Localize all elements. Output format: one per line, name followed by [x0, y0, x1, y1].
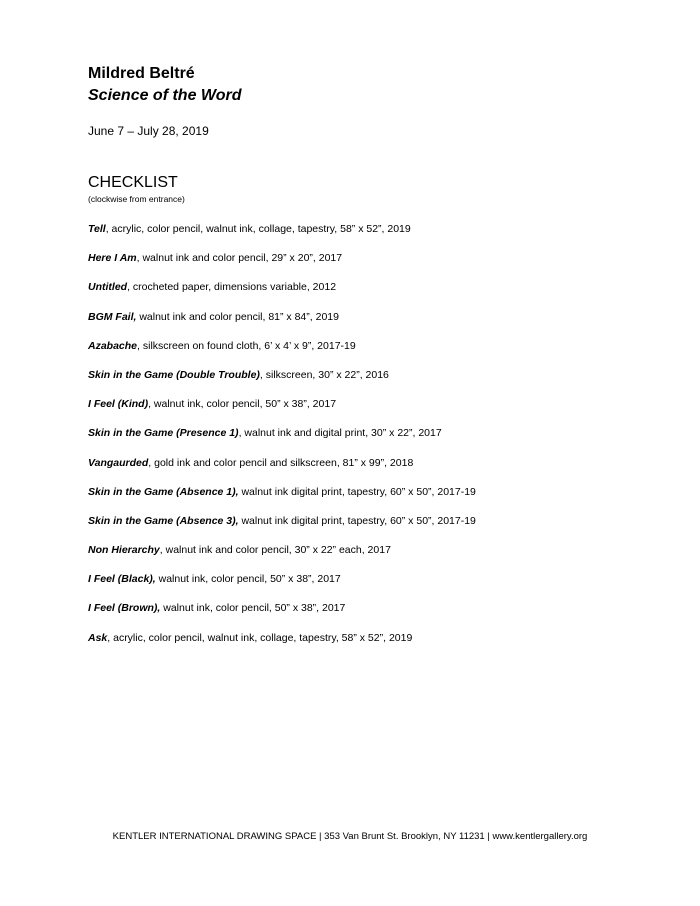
work-details: walnut ink digital print, tapestry, 60” x 50”, 2017-19: [238, 485, 476, 498]
work-details: walnut ink, color pencil, 50” x 38”, 2017: [155, 573, 341, 586]
work-details: walnut ink and color pencil, 81” x 84”, 2019: [136, 310, 339, 323]
work-title: Skin in the Game (Double Trouble): [88, 368, 260, 381]
work-details: , walnut ink, color pencil, 50” x 38”, 2017: [148, 398, 337, 411]
work-item: [88, 250, 476, 279]
work-item: [88, 279, 476, 308]
work-details: , acrylic, color pencil, walnut ink, collage, tapestry, 58” x 52”, 2019: [105, 223, 411, 235]
work-title: Non Hierarchy: [88, 544, 160, 557]
work-details: , walnut ink and color pencil, 29” x 20”, 2017: [136, 252, 343, 265]
work-title: Tell: [88, 223, 106, 235]
work-details: , crocheted paper, dimensions variable, 2012: [127, 281, 337, 294]
exhibition-title: Science of the Word: [88, 87, 242, 104]
work-title: I Feel (Kind): [88, 398, 149, 411]
work-details: walnut ink digital print, tapestry, 60” x 50”, 2017-19: [238, 514, 476, 527]
work-item: [88, 571, 476, 600]
work-title: Skin in the Game (Absence 1),: [88, 485, 239, 498]
work-item: [88, 367, 476, 396]
checklist-subheading: (clockwise from entrance): [88, 194, 185, 204]
work-item: [88, 484, 476, 513]
work-title: Untitled: [88, 281, 128, 294]
gallery-footer: KENTLER INTERNATIONAL DRAWING SPACE | 353 Van Brunt St. Brooklyn, NY 11231 | www.kentlergallery.org: [112, 831, 588, 842]
work-title: BGM Fail,: [88, 310, 137, 323]
work-details: , gold ink and color pencil and silkscreen, 81” x 99”, 2018: [148, 456, 414, 469]
work-title: Skin in the Game (Absence 3),: [88, 514, 239, 527]
work-title: Here I Am: [88, 252, 137, 265]
work-item: [88, 396, 476, 425]
work-details: , walnut ink and digital print, 30” x 22”, 2017: [238, 427, 442, 440]
work-item: [88, 221, 476, 250]
work-details: , silkscreen on found cloth, 6’ x 4’ x 9”, 2017-19: [137, 339, 356, 352]
work-item: [88, 425, 476, 454]
work-title: I Feel (Brown),: [88, 602, 161, 615]
work-title: I Feel (Black),: [88, 573, 156, 586]
work-details: , silkscreen, 30” x 22”, 2016: [259, 368, 389, 381]
work-item: [88, 513, 476, 542]
work-item: [88, 455, 476, 484]
work-item: [88, 600, 476, 629]
work-title: Vangaurded: [88, 456, 149, 469]
work-title: Skin in the Game (Presence 1): [88, 427, 239, 440]
work-details: , acrylic, color pencil, walnut ink, collage, tapestry, 58” x 52”, 2019: [107, 631, 413, 644]
work-item: [88, 630, 476, 659]
work-title: Azabache: [88, 339, 138, 352]
work-title: Ask: [88, 631, 108, 644]
work-item: [88, 338, 476, 367]
work-item: [88, 542, 476, 571]
work-item: [88, 309, 476, 338]
checklist-heading: CHECKLIST: [88, 174, 178, 191]
works-list: [88, 221, 476, 659]
work-details: walnut ink, color pencil, 50” x 38”, 2017: [160, 602, 346, 615]
work-details: , walnut ink and color pencil, 30” x 22” each, 2017: [159, 544, 391, 557]
exhibition-dates: June 7 – July 28, 2019: [88, 124, 209, 138]
artist-name: Mildred Beltré: [88, 65, 195, 82]
